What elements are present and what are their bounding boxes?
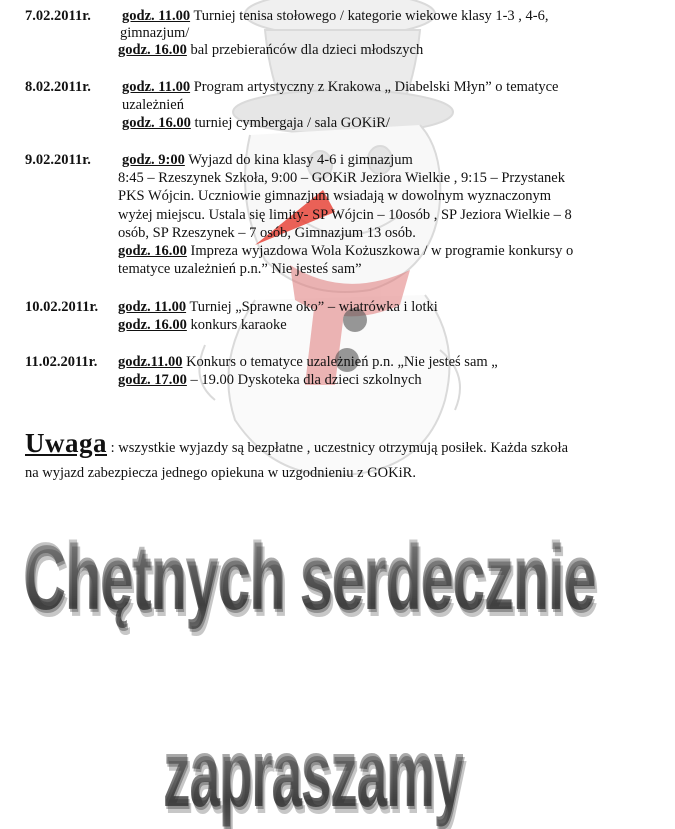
event-time: godz. 16.00: [118, 243, 187, 259]
event-text: Impreza wyjazdowa Wola Kożuszkowa / w programie konkursy o: [186, 243, 574, 259]
event-time: godz. 16.00: [122, 115, 191, 131]
event-time: godz. 11.00: [118, 299, 187, 315]
notice: [25, 428, 568, 459]
date-label: 9.02.2011r.: [25, 152, 91, 168]
event-text: Turniej tenisa stołowego / kategorie wiekowe klasy 1-3 , 4-6,: [190, 8, 549, 24]
notice-text: : wszystkie wyjazdy są bezpłatne , uczestnicy otrzymują posiłek. Każda szkoła: [107, 440, 569, 456]
schedule-line: [118, 243, 573, 260]
schedule-line: [122, 152, 413, 169]
notice-text-continued: na wyjazd zabezpiecza jednego opiekuna w uzgodnieniu z GOKiR.: [25, 465, 416, 481]
schedule-line: [118, 170, 565, 187]
event-text: konkurs karaoke: [186, 317, 287, 333]
event-text: wyżej miejscu. Ustala się limity- SP Wójcin – 10osób , SP Jeziora Wielkie – 8: [118, 207, 572, 223]
event-time: godz. 16.00: [118, 42, 187, 58]
date-label: 8.02.2011r.: [25, 79, 91, 95]
schedule-line: [118, 261, 362, 278]
notice-label: Uwaga: [25, 428, 107, 458]
event-time: godz. 16.00: [118, 317, 187, 333]
schedule-line: [118, 317, 287, 334]
schedule-line: [118, 354, 498, 371]
event-text: Konkurs o tematyce uzależnień p.n. „Nie jesteś sam „: [182, 354, 498, 370]
event-text: Turniej „Sprawne oko” – wiatrówka i lotki: [186, 299, 438, 315]
wordart-headline: Chętnych serdecznie: [23, 523, 595, 630]
event-time: godz.11.00: [118, 354, 183, 370]
event-text: uzależnień: [122, 97, 184, 113]
event-time: godz. 11.00: [122, 79, 191, 95]
schedule-line: [118, 225, 416, 242]
event-time: godz. 9:00: [122, 152, 185, 168]
date-label: 7.02.2011r.: [25, 8, 91, 24]
schedule-line: [122, 8, 549, 25]
event-text: Program artystyczny z Krakowa „ Diabelski Młyn” o tematyce: [190, 79, 559, 95]
schedule-line: [118, 372, 422, 389]
schedule-line: [118, 42, 423, 59]
schedule-line: [122, 115, 390, 132]
schedule-line: [118, 299, 438, 316]
event-text: bal przebierańców dla dzieci młodszych: [186, 42, 424, 58]
event-time: godz. 11.00: [122, 8, 191, 24]
event-time: godz. 17.00: [118, 372, 187, 388]
event-text: gimnazjum/: [120, 25, 190, 41]
event-text: – 19.00 Dyskoteka dla dzieci szkolnych: [186, 372, 422, 388]
event-text: tematyce uzależnień p.n.” Nie jesteś sam”: [118, 261, 362, 277]
schedule-line: [122, 97, 184, 114]
schedule-line: [120, 25, 189, 42]
schedule-line: [118, 207, 572, 224]
event-text: Wyjazd do kina klasy 4-6 i gimnazjum: [184, 152, 413, 168]
schedule-line: [122, 79, 559, 96]
event-text: osób, SP Rzeszynek – 7 osób, Gimnazjum 13 osób.: [118, 225, 416, 241]
wordart-subheadline: zapraszamy: [163, 717, 463, 827]
event-text: 8:45 – Rzeszynek Szkoła, 9:00 – GOKiR Jeziora Wielkie , 9:15 – Przystanek: [118, 170, 565, 186]
date-label: 10.02.2011r.: [25, 299, 99, 315]
event-text: PKS Wójcin. Uczniowie gimnazjum wsiadają w dowolnym wyznaczonym: [118, 188, 552, 204]
event-text: turniej cymbergaja / sala GOKiR/: [190, 115, 390, 131]
schedule-line: [118, 188, 551, 205]
date-label: 11.02.2011r.: [25, 354, 98, 370]
